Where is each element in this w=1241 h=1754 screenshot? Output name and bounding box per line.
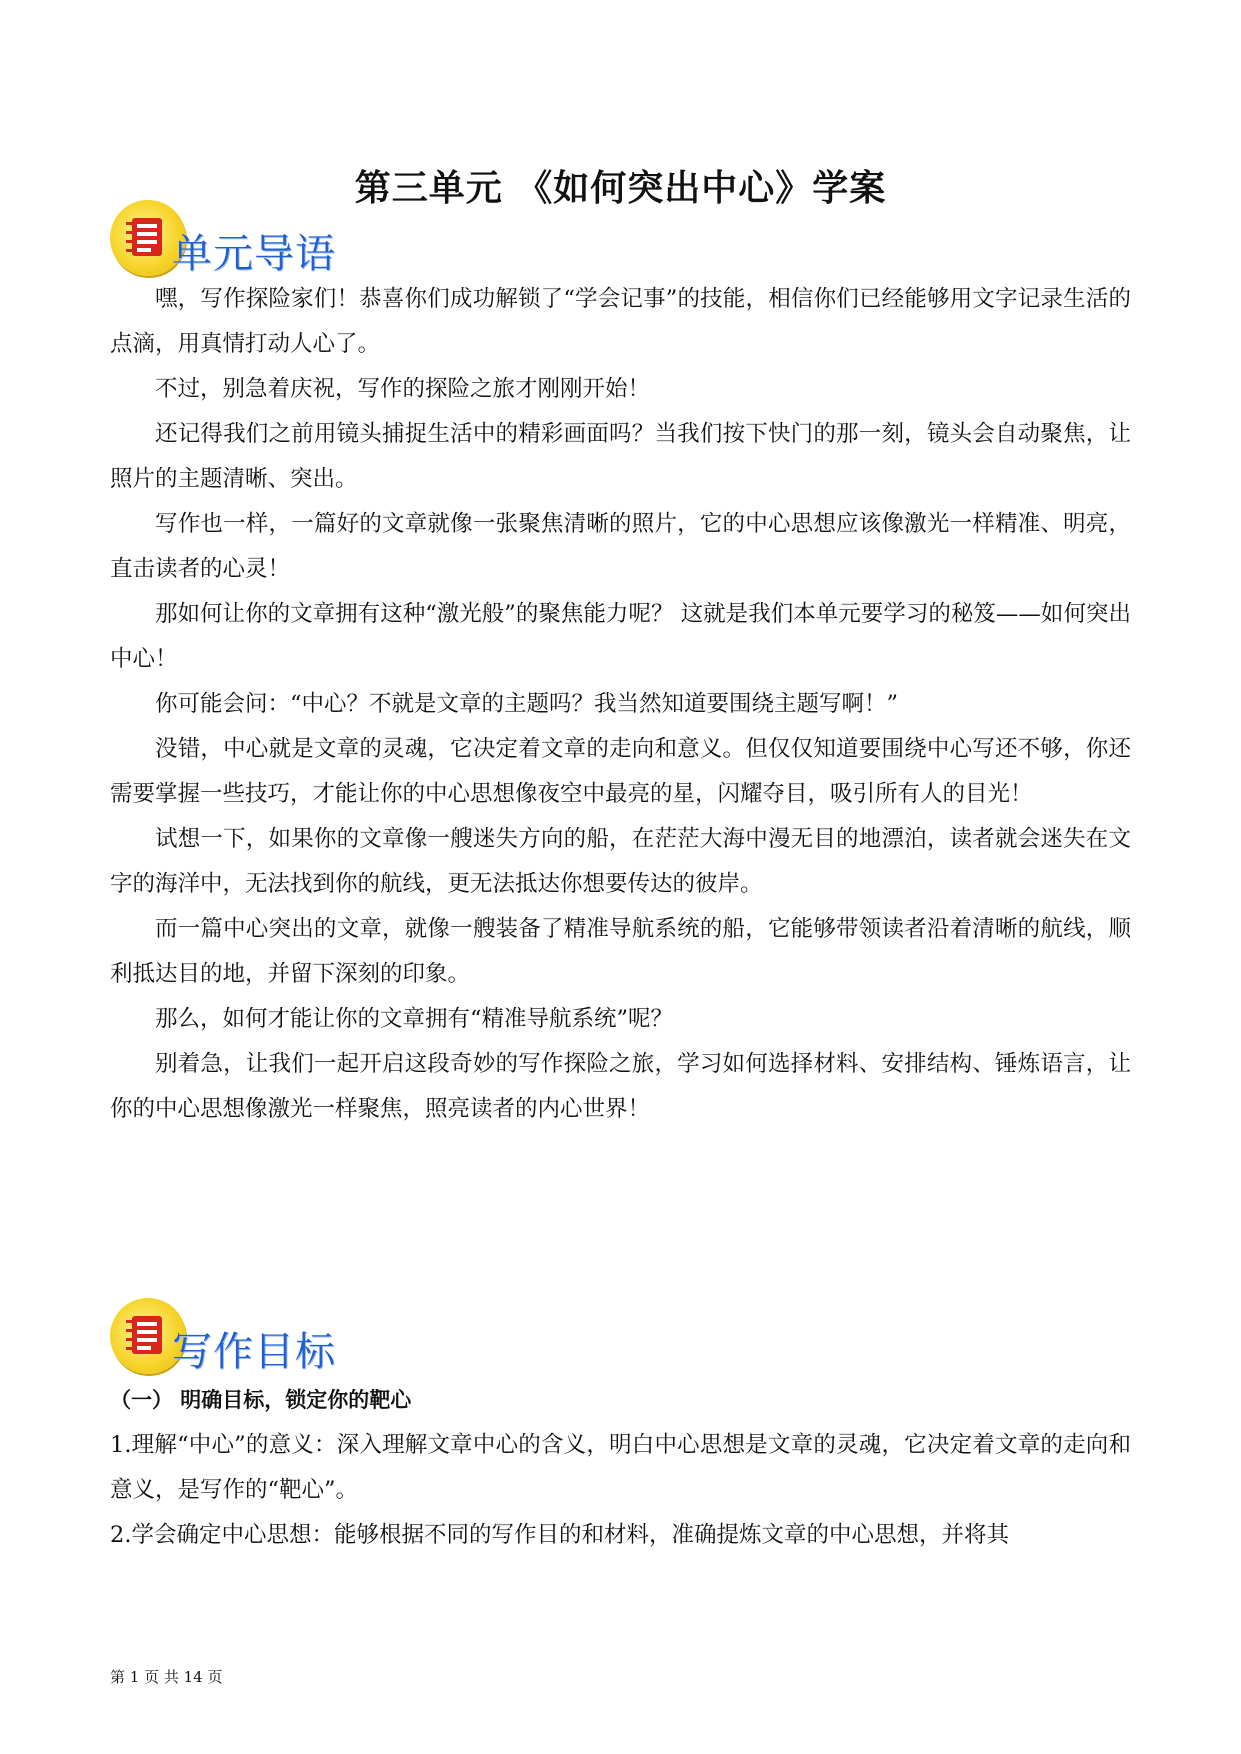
page-footer: 第 1 页 共 14 页 [110, 1668, 223, 1686]
notebook-icon [124, 216, 170, 260]
paragraph: 没错，中心就是文章的灵魂，它决定着文章的走向和意义。但仅仅知道要围绕中心写还不够，你还需要掌握一些技巧，才能让你的中心思想像夜空中最亮的星，闪耀夺目，吸引所有人的目光！ [110, 736, 1131, 807]
section-header-unit-intro [110, 200, 370, 284]
paragraph: 试想一下，如果你的文章像一艘迷失方向的船，在茫茫大海中漫无目的地漂泊，读者就会迷失在文字的海洋中，无法找到你的航线，更无法抵达你想要传达的彼岸。 [110, 826, 1131, 897]
paragraph: 那如何让你的文章拥有这种“激光般”的聚焦能力呢？ 这就是我们本单元要学习的秘笈——如何突出中心！ [110, 601, 1131, 672]
goals-text [110, 1378, 1131, 1558]
paragraph: 还记得我们之前用镜头捕捉生活中的精彩画面吗？当我们按下快门的那一刻，镜头会自动聚焦，让照片的主题清晰、突出。 [110, 421, 1131, 492]
goal-item: 1.理解“中心”的意义：深入理解文章中心的含义，明白中心思想是文章的灵魂，它决定着文章的走向和意义，是写作的“靶心”。 [110, 1432, 1131, 1503]
section-title: 单元导语 [172, 231, 336, 277]
paragraph: 别着急，让我们一起开启这段奇妙的写作探险之旅，学习如何选择材料、安排结构、锤炼语言，让你的中心思想像激光一样聚焦，照亮读者的内心世界！ [110, 1051, 1131, 1122]
goal-item: 2.学会确定中心思想：能够根据不同的写作目的和材料，准确提炼文章的中心思想，并将其 [110, 1522, 1009, 1548]
notebook-icon [124, 1314, 170, 1358]
paragraph: 而一篇中心突出的文章，就像一艘装备了精准导航系统的船，它能够带领读者沿着清晰的航线，顺利抵达目的地，并留下深刻的印象。 [110, 916, 1131, 987]
page-title: 第三单元 《如何突出中心》学案 [354, 168, 887, 209]
intro-text [110, 277, 1131, 1132]
paragraph: 不过，别急着庆祝，写作的探险之旅才刚刚开始！ [155, 376, 651, 402]
section-title: 写作目标 [172, 1329, 336, 1375]
goals-subheading: （一） 明确目标，锁定你的靶心 [110, 1388, 412, 1412]
paragraph: 写作也一样，一篇好的文章就像一张聚焦清晰的照片，它的中心思想应该像激光一样精准、明亮，直击读者的心灵！ [110, 511, 1131, 582]
paragraph: 那么，如何才能让你的文章拥有“精准导航系统”呢？ [155, 1006, 674, 1032]
paragraph: 你可能会问：“中心？不就是文章的主题吗？我当然知道要围绕主题写啊！” [155, 691, 899, 717]
section-header-writing-goals [110, 1298, 370, 1382]
paragraph: 嘿，写作探险家们！恭喜你们成功解锁了“学会记事”的技能，相信你们已经能够用文字记录生活的点滴，用真情打动人心了。 [110, 286, 1131, 357]
